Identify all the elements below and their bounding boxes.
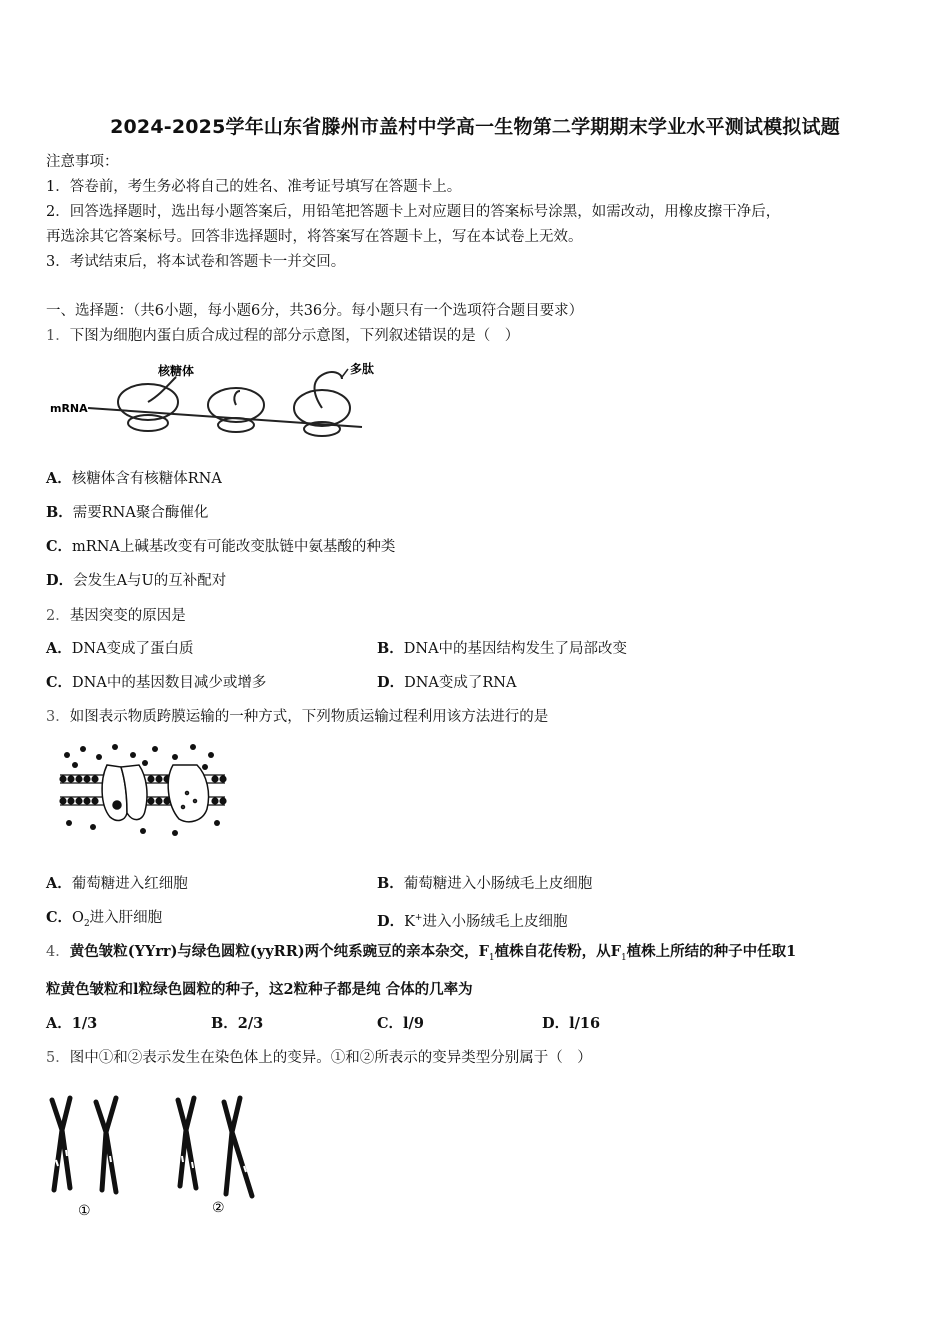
- q2-stem-text: 基因突变的原因是: [69, 608, 186, 624]
- q4-stem-line-2: 粒黄色皱粒和l粒绿色圆粒的种子，这2粒种子都是纯 合体的几率为: [46, 981, 473, 998]
- q1-stem-text: 下图为细胞内蛋白质合成过程的部分示意图，下列叙述错误的是（ ）: [69, 328, 520, 344]
- q1-stem: [46, 326, 519, 346]
- q1-option-b[interactable]: B．需要RNA聚合酶催化: [46, 504, 209, 521]
- figure-label-1: ①: [78, 1203, 91, 1219]
- q5-stem-text: 图中①和②表示发生在染色体上的变异。①和②所表示的变异类型分别属于（ ）: [69, 1050, 592, 1066]
- q1-option-d[interactable]: D．会发生A与U的互补配对: [46, 572, 227, 589]
- q4-option-b[interactable]: B．2/3: [211, 1015, 264, 1032]
- ribosome-1: [118, 377, 178, 431]
- mrna-label: mRNA: [50, 402, 88, 415]
- translation-diagram: [50, 355, 380, 445]
- notice-item-3: 3．考试结束后，将本试卷和答题卡一并交回。: [46, 254, 346, 270]
- q4-number: 4．: [46, 944, 70, 960]
- q4-option-c[interactable]: C．l/9: [377, 1015, 424, 1032]
- q2-option-a[interactable]: A．DNA变成了蛋白质: [46, 640, 194, 657]
- q1-number: 1．: [46, 328, 70, 344]
- q4-option-a[interactable]: A．1/3: [46, 1015, 98, 1032]
- q3-stem: [46, 707, 548, 727]
- exam-title: 2024-2025学年山东省滕州市盖村中学高一生物第二学期期末学业水平测试模拟试题: [110, 116, 840, 138]
- q3-option-c[interactable]: C．$O_2$进入肝细胞: [46, 909, 163, 929]
- notice-item-2-cont: 再选涂其它答案标号。回答非选择题时，将答案写在答题卡上，写在本试卷上无效。: [46, 229, 583, 245]
- q2-option-b[interactable]: B．DNA中的基因结构发生了局部改变: [377, 640, 628, 657]
- chromosome-pair-2: [178, 1098, 252, 1196]
- q3-option-a[interactable]: A．葡萄糖进入红细胞: [46, 875, 188, 892]
- notice-item-2: 2．回答选择题时，选出每小题答案后，用铅笔把答题卡上对应题目的答案标号涂黑，如需改动，用橡皮擦干净后，: [46, 204, 781, 220]
- q4-option-d[interactable]: D．l/16: [542, 1015, 601, 1032]
- q1-option-c[interactable]: C．mRNA上碱基改变有可能改变肽链中氨基酸的种类: [46, 538, 396, 555]
- chromosome-variation-diagram: [40, 1090, 270, 1225]
- solute-particles-inside: [66, 820, 220, 836]
- q5-stem: [46, 1048, 592, 1068]
- carrier-protein-1: [102, 765, 147, 820]
- q3-stem-text: 如图表示物质跨膜运输的一种方式，下列物质运输过程利用该方法进行的是: [69, 709, 549, 725]
- notice-item-1: 1．答卷前，考生务必将自己的姓名、准考证号填写在答题卡上。: [46, 179, 462, 195]
- q2-number: 2．: [46, 608, 70, 624]
- chromosome-pair-1: [52, 1098, 116, 1192]
- carrier-protein-2: [168, 765, 208, 822]
- polypeptide-label: 多肽: [350, 362, 375, 376]
- q4-stem-line-1: 4．黄色皱粒(YYrr)与绿色圆粒(yyRR)两个纯系豌豆的亲本杂交，$F_1$植株自花传粉，从$F_1$植株上所结的种子中任取1: [46, 943, 797, 963]
- q3-option-b[interactable]: B．葡萄糖进入小肠绒毛上皮细胞: [377, 875, 593, 892]
- ribosome-label: 核糖体: [158, 364, 195, 378]
- section-heading: 一、选择题：（共6小题，每小题6分，共36分。每小题只有一个选项符合题目要求）: [46, 303, 584, 319]
- ribosome-2: [208, 388, 264, 432]
- membrane-transport-diagram: [55, 735, 230, 840]
- q2-stem: [46, 606, 186, 626]
- q3-number: 3．: [46, 709, 70, 725]
- q3-option-d[interactable]: D．K+进入小肠绒毛上皮细胞: [377, 912, 568, 930]
- q1-option-a[interactable]: A．核糖体含有核糖体RNA: [46, 470, 222, 487]
- q2-option-c[interactable]: C．DNA中的基因数目减少或增多: [46, 674, 267, 691]
- figure-label-2: ②: [212, 1200, 225, 1216]
- q2-option-d[interactable]: D．DNA变成了RNA: [377, 674, 517, 691]
- q5-number: 5．: [46, 1050, 70, 1066]
- notice-heading: 注意事项：: [46, 154, 119, 170]
